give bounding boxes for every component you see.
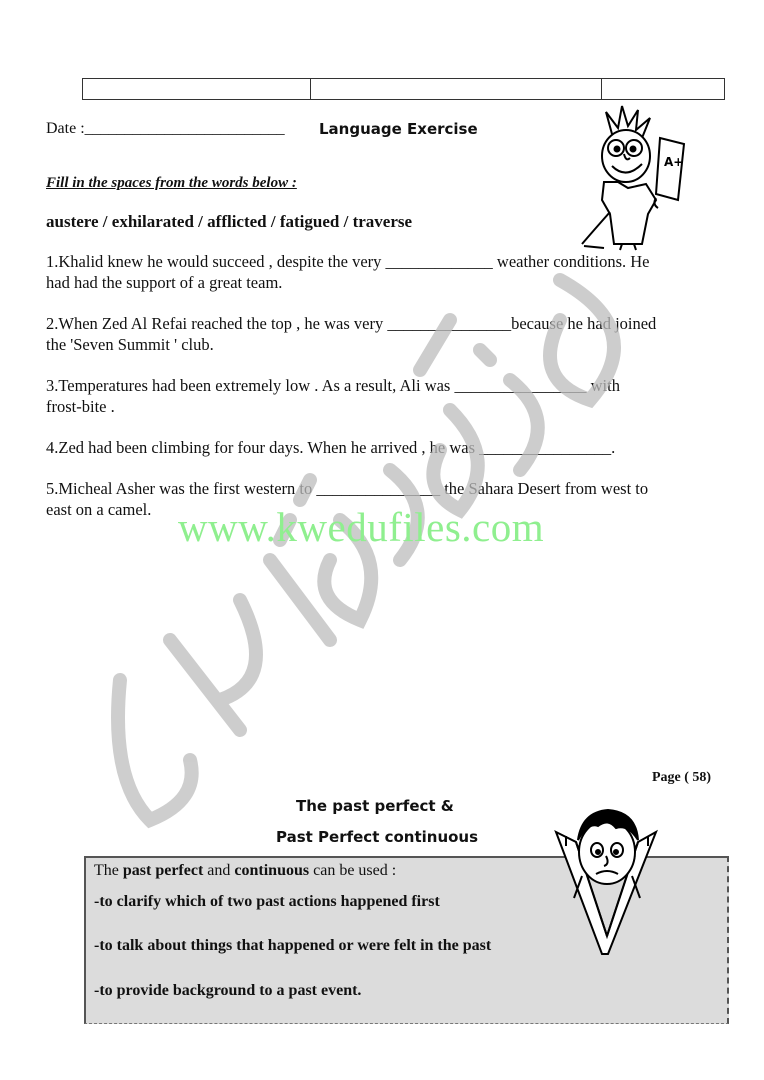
sentence-line: east on a camel. <box>46 500 152 519</box>
table-divider <box>601 79 602 99</box>
intro-term-continuous: continuous <box>234 862 310 879</box>
sentence-line: 5.Micheal Asher was the first western to _______________ the Sahara Desert from west to <box>46 479 649 498</box>
sentence-line: had had the support of a great team. <box>46 273 283 292</box>
intro-term-past-perfect: past perfect <box>122 862 204 879</box>
intro-text: can be used : <box>309 862 397 879</box>
grammar-point: -to clarify which of two past actions happened first <box>94 893 440 910</box>
section-title-line2: Past Perfect continuous <box>276 828 479 846</box>
sentence-line: 4.Zed had been climbing for four days. When he arrived , he was ________________. <box>46 438 616 457</box>
arabic-calligraphy-watermark <box>90 260 690 860</box>
grammar-point: -to talk about things that happened or were felt in the past <box>94 937 492 954</box>
section-title-line1: The past perfect & <box>296 797 454 815</box>
sentence-line: 2.When Zed Al Refai reached the top , he was very _______________because he had joined <box>46 314 657 333</box>
sentence-line: frost-bite . <box>46 397 115 416</box>
website-watermark: www.kwedufiles.com <box>178 504 545 550</box>
page-number: Page ( 58) <box>652 770 712 785</box>
grammar-point: -to provide background to a past event. <box>94 982 362 999</box>
student-cartoon-illustration <box>574 104 689 252</box>
word-bank: austere / exhilarated / afflicted / fatigued / traverse <box>46 212 413 231</box>
date-label: Date :_________________________ <box>46 120 285 137</box>
exercise-title: Language Exercise <box>319 120 478 138</box>
grammar-intro <box>94 862 396 880</box>
table-divider <box>310 79 311 99</box>
worried-reader-cartoon-illustration <box>552 806 662 958</box>
sentence-line: the 'Seven Summit ' club. <box>46 335 214 354</box>
sentence-line: 1.Khalid knew he would succeed , despite the very _____________ weather conditions. He <box>46 252 650 271</box>
intro-text: and <box>203 862 235 879</box>
intro-text: The <box>94 862 123 879</box>
a-plus-grade-mark: A+ <box>664 155 684 169</box>
sentence-line: 3.Temperatures had been extremely low . As a result, Ali was ________________ with <box>46 376 620 395</box>
header-table <box>82 78 725 100</box>
exercise-instruction: Fill in the spaces from the words below : <box>46 175 297 191</box>
